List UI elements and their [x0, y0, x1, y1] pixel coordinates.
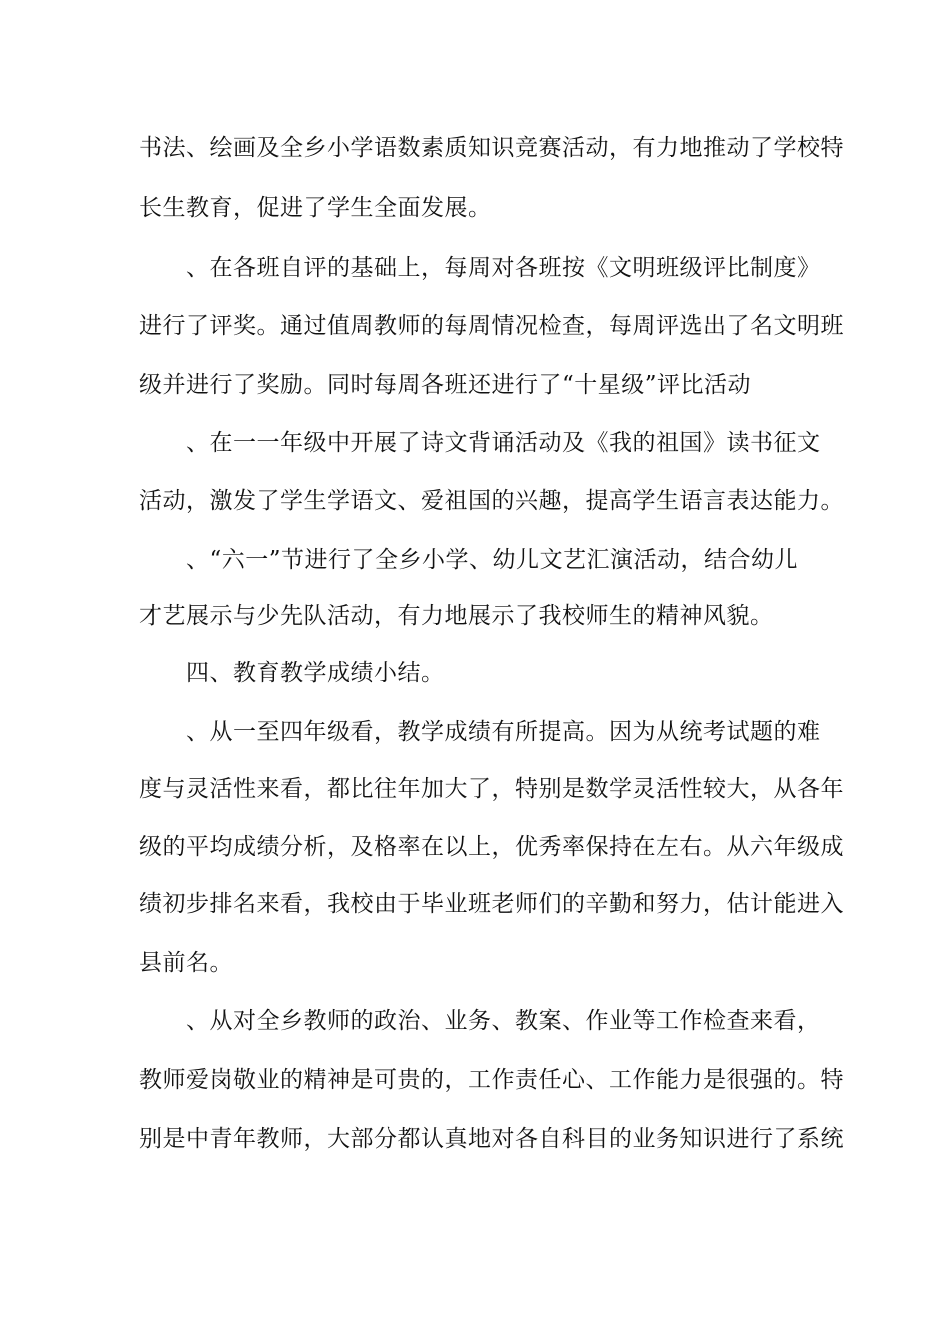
text-line: 活动，激发了学生学语文、爱祖国的兴趣，提高学生语言表达能力。: [139, 488, 844, 514]
text-line: 进行了评奖。通过值周教师的每周情况检查，每周评选出了名文明班: [139, 313, 844, 339]
text-line: 、“六一”节进行了全乡小学、幼儿文艺汇演活动，结合幼儿: [186, 547, 799, 573]
section-heading: 四、教育教学成绩小结。: [186, 660, 445, 686]
text-line: 绩初步排名来看，我校由于毕业班老师们的辛勤和努力，估计能进入: [139, 891, 844, 917]
text-line: 别是中青年教师，大部分都认真地对各自科目的业务知识进行了系统: [139, 1126, 844, 1152]
text-line: 、在一一年级中开展了诗文背诵活动及《我的祖国》读书征文: [186, 430, 821, 456]
text-line: 、从对全乡教师的政治、业务、教案、作业等工作检查来看，: [186, 1008, 821, 1034]
text-line: 、在各班自评的基础上，每周对各班按《文明班级评比制度》: [186, 255, 821, 281]
text-line: 度与灵活性来看，都比往年加大了，特别是数学灵活性较大，从各年: [139, 776, 844, 802]
text-line: 教师爱岗敬业的精神是可贵的，工作责任心、工作能力是很强的。特: [139, 1067, 844, 1093]
text-line: 县前名。: [139, 950, 233, 976]
text-line: 、从一至四年级看，教学成绩有所提高。因为从统考试题的难: [186, 719, 821, 745]
text-line: 才艺展示与少先队活动，有力地展示了我校师生的精神风貌。: [139, 603, 774, 629]
text-line: 书法、绘画及全乡小学语数素质知识竞赛活动，有力地推动了学校特: [139, 135, 844, 161]
text-line: 级并进行了奖励。同时每周各班还进行了“十星级”评比活动: [139, 372, 752, 398]
text-line: 级的平均成绩分析，及格率在以上，优秀率保持在左右。从六年级成: [139, 834, 844, 860]
text-line: 长生教育，促进了学生全面发展。: [139, 195, 492, 221]
